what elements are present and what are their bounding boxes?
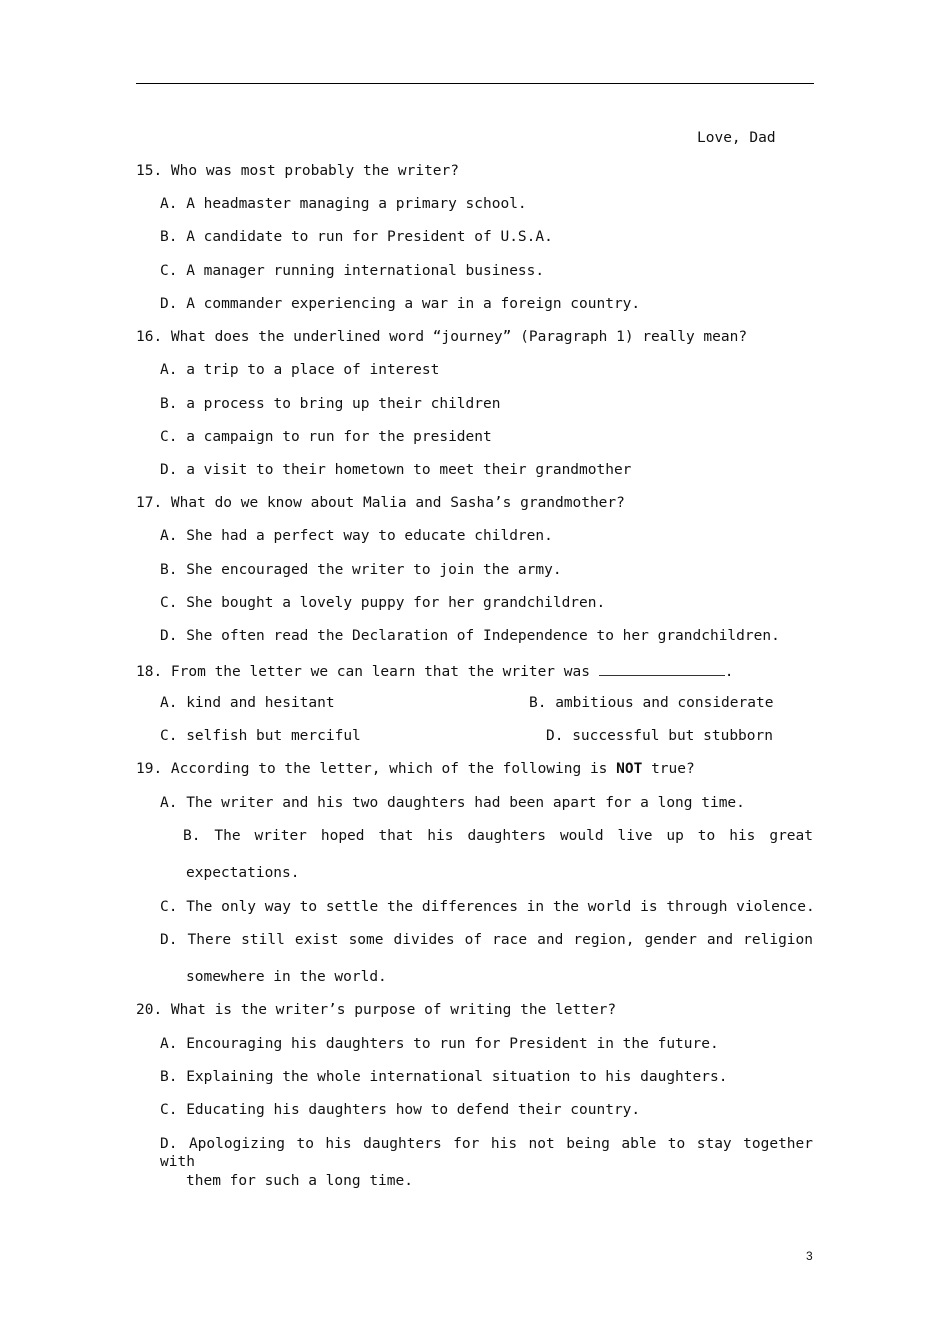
page-number: 3 [806, 1249, 813, 1263]
question-18-stem [136, 661, 733, 681]
question-19-stem [136, 760, 695, 778]
question-18-option-a: A. kind and hesitant [160, 695, 335, 711]
question-15-option-d: D. A commander experiencing a war in a foreign country. [160, 296, 641, 312]
question-16-option-a: A. a trip to a place of interest [160, 362, 440, 378]
question-20-option-a: A. Encouraging his daughters to run for President in the future. [160, 1036, 719, 1052]
question-20-option-d: D. Apologizing to his daughters for his not being able to stay together with [160, 1136, 813, 1170]
question-19-stem-pre: 19. According to the letter, which of the following is [136, 761, 608, 777]
question-20-stem: 20. What is the writer’s purpose of writing the letter? [136, 1002, 617, 1018]
question-18-stem-text: 18. From the letter we can learn that the writer was [136, 664, 590, 680]
question-16-option-d: D. a visit to their hometown to meet their grandmother [160, 462, 632, 478]
question-15-option-b: B. A candidate to run for President of U.S.A. [160, 229, 553, 245]
question-15-stem: 15. Who was most probably the writer? [136, 163, 460, 179]
question-20-option-d-cont: them for such a long time. [186, 1173, 413, 1189]
question-17-option-b: B. She encouraged the writer to join the army. [160, 562, 562, 578]
question-19-option-c: C. The only way to settle the differences in the world is through violence. [160, 899, 815, 915]
question-17-stem: 17. What do we know about Malia and Sasha’s grandmother? [136, 495, 625, 511]
question-15-option-c: C. A manager running international business. [160, 263, 545, 279]
question-19-option-d: D. There still exist some divides of race and region, gender and religion [160, 932, 813, 948]
question-17-option-c: C. She bought a lovely puppy for her grandchildren. [160, 595, 606, 611]
question-19-option-b-cont: expectations. [186, 865, 300, 881]
header-rule [136, 83, 814, 84]
question-15-option-a: A. A headmaster managing a primary school. [160, 196, 527, 212]
question-19-stem-post: true? [651, 761, 695, 777]
question-16-option-b: B. a process to bring up their children [160, 396, 501, 412]
question-18-stem-end: . [724, 664, 734, 680]
answer-blank [599, 661, 725, 676]
question-19-option-d-cont: somewhere in the world. [186, 969, 387, 985]
question-19-stem-emphasis: NOT [616, 761, 643, 777]
question-17-option-a: A. She had a perfect way to educate children. [160, 528, 553, 544]
question-18-option-d: D. successful but stubborn [546, 728, 773, 744]
question-20-option-b: B. Explaining the whole international situation to his daughters. [160, 1069, 728, 1085]
letter-closing: Love, Dad [697, 130, 776, 146]
question-20-option-c: C. Educating his daughters how to defend their country. [160, 1102, 641, 1118]
question-19-option-b: B. The writer hoped that his daughters would live up to his great [183, 828, 813, 844]
question-16-stem: 16. What does the underlined word “journey” (Paragraph 1) really mean? [136, 329, 748, 345]
question-17-option-d: D. She often read the Declaration of Independence to her grandchildren. [160, 628, 780, 644]
question-18-option-c: C. selfish but merciful [160, 728, 361, 744]
question-18-option-b: B. ambitious and considerate [529, 695, 774, 711]
question-19-option-a: A. The writer and his two daughters had been apart for a long time. [160, 795, 745, 811]
question-16-option-c: C. a campaign to run for the president [160, 429, 492, 445]
